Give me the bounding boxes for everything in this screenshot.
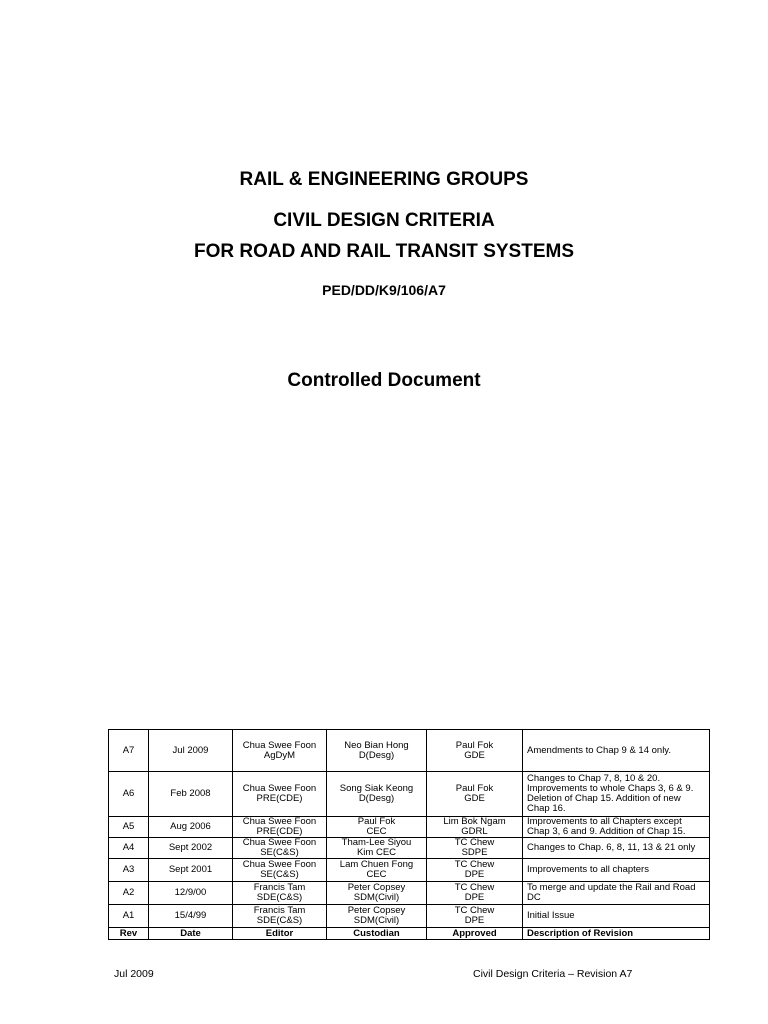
custodian-name: Peter Copsey [347, 882, 406, 893]
custodian-name: Song Siak Keong [339, 783, 414, 794]
approver-role: SDPE [461, 847, 488, 858]
custodian-cell [327, 838, 427, 859]
custodian-cell [327, 730, 427, 772]
editor-role: SDE(C&S) [256, 915, 303, 926]
description-cell [523, 882, 710, 905]
approver-role: GDE [464, 749, 485, 761]
description-cell [523, 817, 710, 838]
footer-title: Civil Design Criteria – Revision A7 [473, 968, 633, 980]
revision-row [109, 905, 710, 928]
description-line: Initial Issue [527, 910, 575, 921]
description-line: Changes to Chap 7, 8, 10 & 20. [527, 773, 661, 784]
description-line: DC [527, 892, 541, 903]
date-cell: Jul 2009 [149, 730, 233, 772]
editor-cell [233, 838, 327, 859]
editor-role: SE(C&S) [260, 869, 299, 880]
custodian-cell [327, 882, 427, 905]
column-header-custodian: Custodian [327, 928, 427, 940]
description-line: To merge and update the Rail and Road [527, 882, 696, 893]
custodian-role: SDM(Civil) [353, 892, 400, 903]
editor-name: Chua Swee Foon [242, 837, 317, 848]
editor-cell [233, 882, 327, 905]
rev-cell: A7 [109, 730, 149, 772]
approver-role: GDE [464, 793, 485, 804]
column-header-editor: Editor [233, 928, 327, 940]
custodian-name: Lam Chuen Fong [339, 859, 414, 870]
approver-name: TC Chew [454, 882, 495, 893]
description-cell [523, 838, 710, 859]
editor-name: Chua Swee Foon [242, 859, 317, 870]
approved-cell [427, 772, 523, 817]
date-cell: 15/4/99 [149, 905, 233, 928]
description-line: Chap 3, 6 and 9. Addition of Chap 15. [527, 826, 686, 837]
rev-cell: A3 [109, 859, 149, 882]
date-cell: Feb 2008 [149, 772, 233, 817]
revision-table [108, 729, 710, 940]
approver-name: TC Chew [454, 905, 495, 916]
date-cell: Sept 2001 [149, 859, 233, 882]
custodian-role: D(Desg) [358, 749, 395, 761]
approver-role: DPE [464, 869, 485, 880]
custodian-role: CEC [366, 869, 387, 880]
column-header-date: Date [149, 928, 233, 940]
editor-role: SE(C&S) [260, 847, 299, 858]
rev-cell: A2 [109, 882, 149, 905]
description-cell [523, 730, 710, 772]
footer-date: Jul 2009 [114, 968, 154, 980]
column-header-approved: Approved [427, 928, 523, 940]
custodian-role: D(Desg) [358, 793, 395, 804]
editor-name: Chua Swee Foon [242, 783, 317, 794]
description-cell [523, 905, 710, 928]
description-cell [523, 859, 710, 882]
description-line: Improvements to all chapters [527, 864, 649, 875]
revision-row [109, 817, 710, 838]
rev-cell: A6 [109, 772, 149, 817]
custodian-role: CEC [366, 826, 387, 837]
description-line: Improvements to all Chapters except [527, 816, 682, 827]
custodian-name: Paul Fok [357, 816, 396, 827]
custodian-cell [327, 859, 427, 882]
custodian-cell [327, 817, 427, 838]
date-cell: Sept 2002 [149, 838, 233, 859]
date-cell: 12/9/00 [149, 882, 233, 905]
editor-name: Chua Swee Foon [242, 739, 317, 751]
document-subtitle: FOR ROAD AND RAIL TRANSIT SYSTEMS [193, 241, 574, 262]
description-line: Amendments to Chap 9 & 14 only. [527, 744, 671, 756]
editor-cell [233, 859, 327, 882]
rev-cell: A1 [109, 905, 149, 928]
editor-cell [233, 772, 327, 817]
revision-row [109, 859, 710, 882]
column-header-description: Description of Revision [523, 928, 710, 940]
revision-row [109, 772, 710, 817]
approver-name: TC Chew [454, 837, 495, 848]
approver-role: DPE [464, 915, 485, 926]
approver-name: Lim Bok Ngam [443, 816, 506, 827]
editor-role: PRE(CDE) [256, 793, 303, 804]
revision-row [109, 882, 710, 905]
approver-name: Paul Fok [455, 783, 494, 794]
rev-cell: A4 [109, 838, 149, 859]
custodian-name: Peter Copsey [347, 905, 406, 916]
revision-table-header [109, 928, 710, 940]
editor-name: Chua Swee Foon [242, 816, 317, 827]
document-status: Controlled Document [287, 370, 481, 391]
approved-cell [427, 730, 523, 772]
column-header-rev: Rev [109, 928, 149, 940]
custodian-name: Neo Bian Hong [344, 739, 409, 751]
custodian-name: Tham-Lee Siyou [341, 837, 412, 848]
editor-role: AgDyM [263, 749, 296, 761]
custodian-role: Kim CEC [356, 847, 397, 858]
description-line: Chap 16. [527, 803, 566, 814]
approved-cell [427, 882, 523, 905]
custodian-cell [327, 772, 427, 817]
editor-role: SDE(C&S) [256, 892, 303, 903]
editor-cell [233, 730, 327, 772]
date-cell: Aug 2006 [149, 817, 233, 838]
description-line: Deletion of Chap 15. Addition of new [527, 793, 681, 804]
approved-cell [427, 838, 523, 859]
approver-role: GDRL [461, 826, 488, 837]
document-title: CIVIL DESIGN CRITERIA [273, 210, 495, 231]
editor-cell [233, 817, 327, 838]
revision-row [109, 838, 710, 859]
group-title: RAIL & ENGINEERING GROUPS [239, 169, 529, 190]
custodian-cell [327, 905, 427, 928]
rev-cell: A5 [109, 817, 149, 838]
description-cell [523, 772, 710, 817]
approved-cell [427, 817, 523, 838]
editor-cell [233, 905, 327, 928]
editor-role: PRE(CDE) [256, 826, 303, 837]
editor-name: Francis Tam [253, 905, 306, 916]
approver-role: DPE [464, 892, 485, 903]
description-line: Improvements to whole Chaps 3, 6 & 9. [527, 783, 694, 794]
editor-name: Francis Tam [253, 882, 306, 893]
revision-row [109, 730, 710, 772]
approver-name: Paul Fok [455, 739, 494, 751]
document-number: PED/DD/K9/106/A7 [322, 282, 446, 298]
approved-cell [427, 905, 523, 928]
custodian-role: SDM(Civil) [353, 915, 400, 926]
description-line: Changes to Chap. 6, 8, 11, 13 & 21 only [527, 842, 696, 853]
approved-cell [427, 859, 523, 882]
approver-name: TC Chew [454, 859, 495, 870]
